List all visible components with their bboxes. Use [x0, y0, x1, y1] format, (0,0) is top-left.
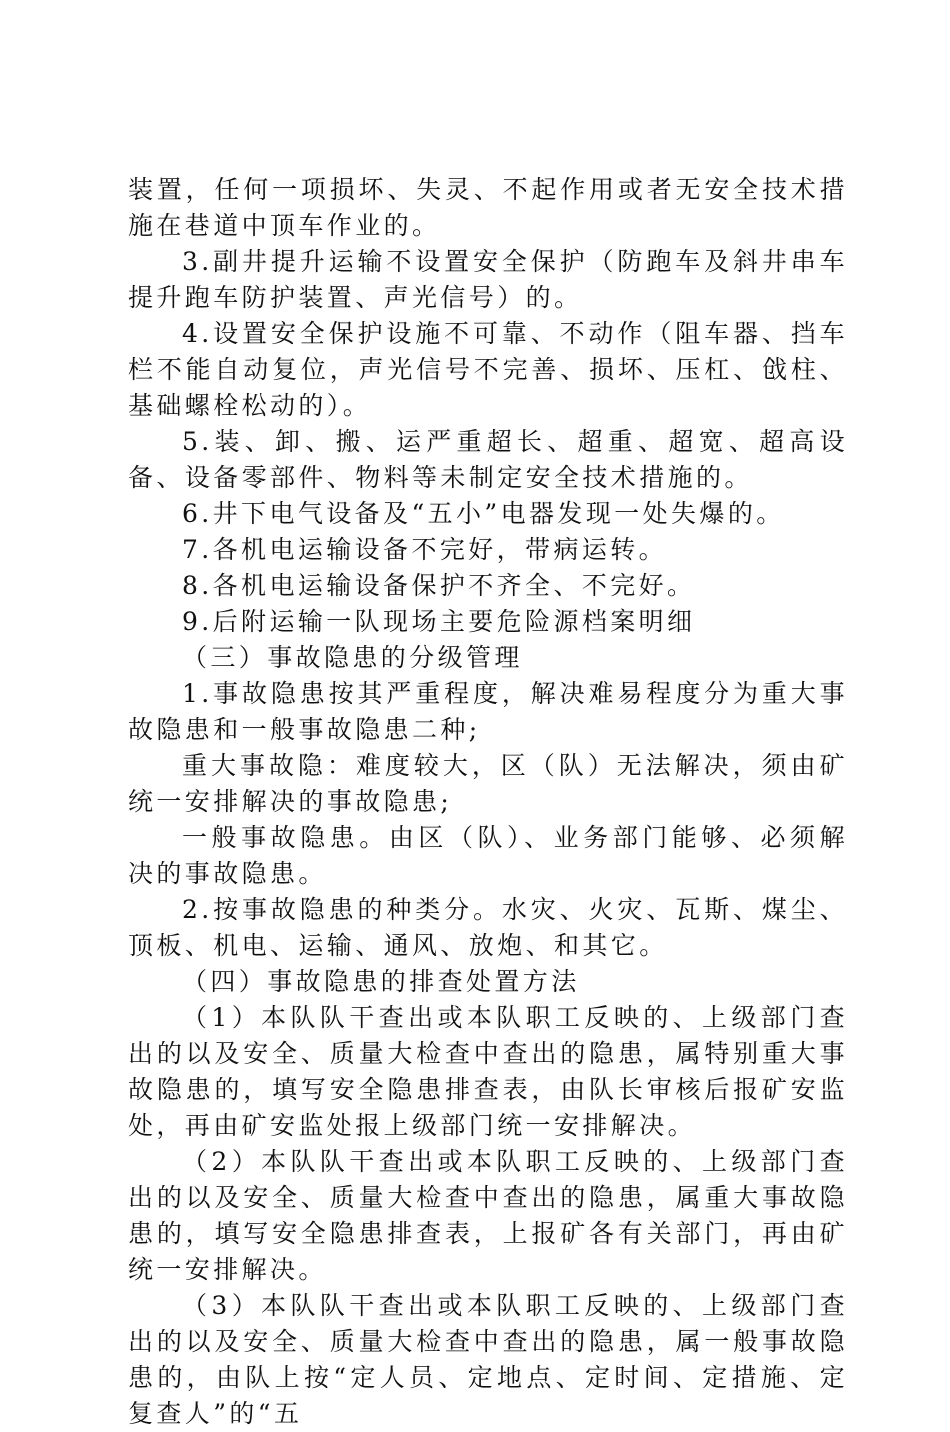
paragraph-item-3: 3.副井提升运输不设置安全保护（防跑车及斜井串车提升跑车防护装置、声光信号）的。	[128, 247, 848, 312]
section-heading-3: （三）事故隐患的分级管理	[182, 643, 523, 672]
paragraph-item-6: 6.井下电气设备及“五小”电器发现一处失爆的。	[182, 499, 785, 528]
paragraph-method-3: （3）本队队干查出或本队职工反映的、上级部门查出的以及安全、质量大检查中查出的隐患，属一般事故隐患的，由队上按“定人员、定地点、定时间、定措施、定复查人”的“五	[128, 1291, 848, 1428]
paragraph-continuation: 装置，任何一项损坏、失灵、不起作用或者无安全技术措施在巷道中顶车作业的。	[128, 175, 848, 240]
document-body	[128, 172, 848, 1432]
paragraph-classification-1: 1.事故隐患按其严重程度，解决难易程度分为重大事故隐患和一般事故隐患二种;	[128, 679, 848, 744]
paragraph-item-9: 9.后附运输一队现场主要危险源档案明细	[182, 607, 696, 636]
paragraph-major-hazard: 重大事故隐：难度较大，区（队）无法解决，须由矿统一安排解决的事故隐患;	[128, 751, 848, 816]
section-heading-4: （四）事故隐患的排查处置方法	[182, 967, 580, 996]
paragraph-classification-2: 2.按事故隐患的种类分。水灾、火灾、瓦斯、煤尘、顶板、机电、运输、通风、放炮、和其它。	[128, 895, 848, 960]
paragraph-item-5: 5.装、卸、搬、运严重超长、超重、超宽、超高设备、设备零部件、物料等未制定安全技术措施的。	[128, 427, 848, 492]
paragraph-item-8: 8.各机电运输设备保护不齐全、不完好。	[182, 571, 696, 600]
paragraph-method-1: （1）本队队干查出或本队职工反映的、上级部门查出的以及安全、质量大检查中查出的隐患，属特别重大事故隐患的，填写安全隐患排查表，由队长审核后报矿安监处，再由矿安监处报上级部门统一安排解决。	[128, 1003, 848, 1140]
paragraph-general-hazard: 一般事故隐患。由区（队）、业务部门能够、必须解决的事故隐患。	[128, 823, 848, 888]
paragraph-method-2: （2）本队队干查出或本队职工反映的、上级部门查出的以及安全、质量大检查中查出的隐患，属重大事故隐患的，填写安全隐患排查表，上报矿各有关部门，再由矿统一安排解决。	[128, 1147, 848, 1284]
paragraph-item-4: 4.设置安全保护设施不可靠、不动作（阻车器、挡车栏不能自动复位，声光信号不完善、损坏、压杠、戗柱、基础螺栓松动的）。	[128, 319, 848, 420]
paragraph-item-7: 7.各机电运输设备不完好，带病运转。	[182, 535, 668, 564]
